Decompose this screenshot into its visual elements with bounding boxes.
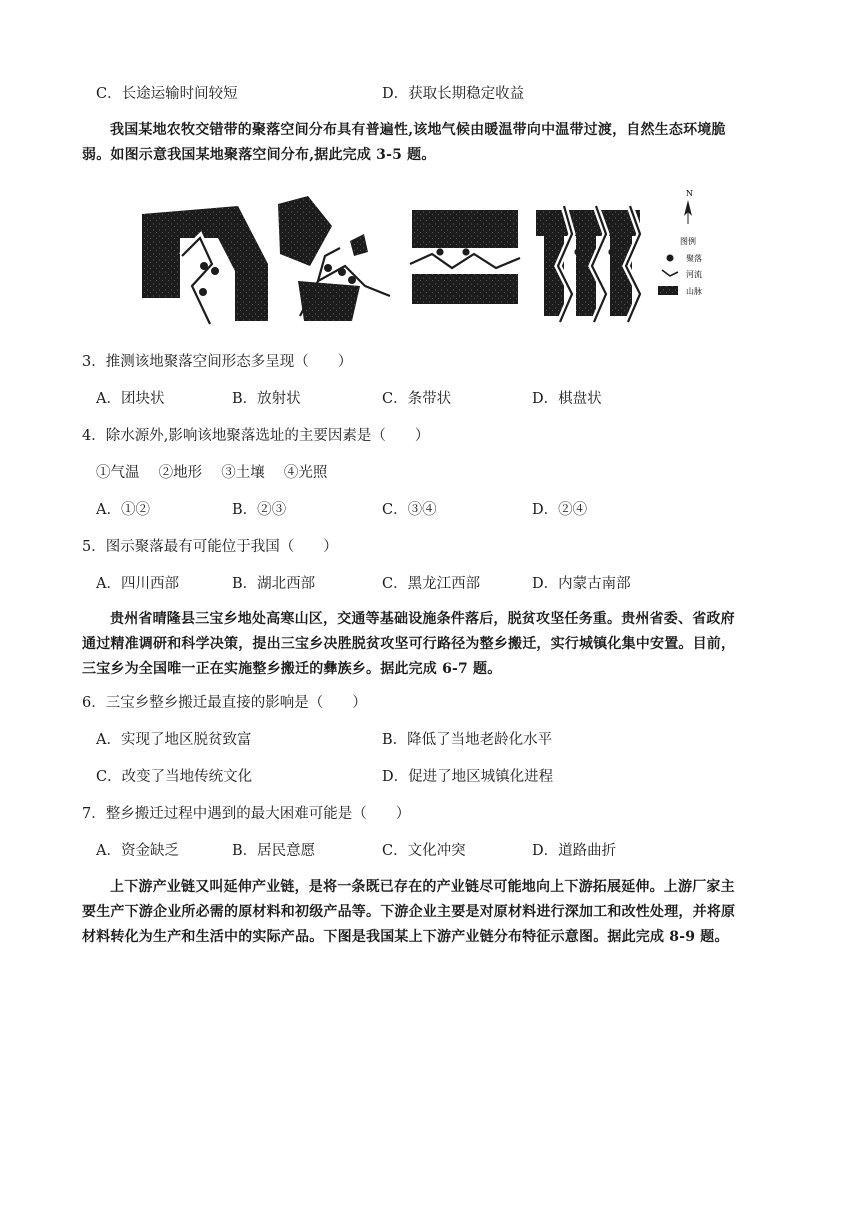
settlement-dot	[462, 248, 469, 255]
passage-sanbao-line1: 贵州省晴隆县三宝乡地处高寒山区，交通等基础设施条件落后，脱贫攻坚任务重。贵州省委、省政府	[110, 611, 735, 627]
settlement-dot	[436, 248, 443, 255]
legend-title: 图例	[680, 237, 696, 246]
q4-option-d: D．②④	[532, 502, 588, 518]
q7-stem: 7．整乡搬迁过程中遇到的最大困难可能是（ ）	[82, 806, 411, 822]
q7-option-d: D．道路曲折	[532, 843, 617, 859]
settlement-dot	[200, 262, 208, 270]
settlement-dot	[348, 276, 356, 284]
river-line	[410, 254, 520, 268]
settlement-dot	[338, 268, 346, 276]
passage-industry-chain-line2: 要生产下游企业所必需的原材料和初级产品等。下游企业主要是对原材料进行深加工和改性处理，并将原	[82, 904, 736, 920]
settlement-map-svg	[140, 186, 730, 331]
q6-option-a: A．实现了地区脱贫致富	[96, 732, 252, 748]
q5-option-a: A．四川西部	[96, 576, 179, 592]
q7-option-b: B．居民意愿	[232, 843, 316, 859]
mountain-shape	[278, 196, 332, 266]
q3-option-a: A．团块状	[96, 391, 165, 407]
settlement-map-figure	[140, 186, 730, 331]
panel-4	[536, 206, 640, 322]
mountain-shape	[536, 210, 640, 236]
legend-river-icon	[662, 270, 678, 276]
passage-sanbao	[82, 607, 782, 682]
passage-industry-chain	[82, 875, 782, 950]
q3-option-d: D．棋盘状	[532, 391, 602, 407]
q7-option-c: C．文化冲突	[382, 843, 466, 859]
mountain-shape	[412, 210, 518, 248]
q4-stem: 4．除水源外,影响该地聚落选址的主要因素是（ ）	[82, 428, 430, 444]
mountain-shape	[412, 274, 518, 304]
q5-option-c: C．黑龙江西部	[382, 576, 481, 592]
passage-sanbao-line2: 通过精准调研和科学决策，提出三宝乡决胜脱贫攻坚可行路径为整乡搬迁，实行城镇化集中安置。目前，	[82, 636, 736, 652]
q4-option-c: C．③④	[382, 502, 437, 518]
q2-option-d: D．获取长期稳定收益	[382, 86, 525, 102]
passage-settlement-line1: 我国某地农牧交错带的聚落空间分布具有普遍性,该地气候由暖温带向中温带过渡，自然生态环境脆	[110, 122, 726, 138]
q6-option-d: D．促进了地区城镇化进程	[382, 769, 554, 785]
settlement-dot	[574, 248, 581, 255]
passage-settlement-line2: 弱。如图示意我国某地聚落空间分布,据此完成 3-5 题。	[82, 147, 436, 163]
settlement-dot	[211, 267, 219, 275]
passage-industry-chain-line3: 材料转化为生产和生活中的实际产品。下图是我国某上下游产业链分布特征示意图。据此完成 8-9 题。	[82, 929, 729, 945]
passage-sanbao-line3: 三宝乡为全国唯一正在实施整乡搬迁的彝族乡。据此完成 6-7 题。	[82, 661, 502, 677]
passage-industry-chain-line1: 上下游产业链又叫延伸产业链，是将一条既已存在的产业链尽可能地向上下游拓展延伸。上游厂家主	[110, 879, 735, 895]
panel-1	[142, 206, 268, 324]
passage-settlement	[82, 118, 782, 168]
q5-option-b: B．湖北西部	[232, 576, 316, 592]
north-label: N	[686, 189, 693, 198]
legend-settlement-label: 聚落	[686, 254, 702, 263]
panel-3	[410, 210, 520, 304]
q7-option-a: A．资金缺乏	[96, 843, 179, 859]
settlement-dot	[324, 264, 332, 272]
settlement-dot	[576, 264, 583, 271]
panel-2	[278, 196, 390, 321]
settlement-dot	[199, 288, 207, 296]
q6-stem: 6．三宝乡整乡搬迁最直接的影响是（ ）	[82, 695, 367, 711]
legend-river-label: 河流	[686, 270, 702, 279]
settlement-dot	[610, 264, 617, 271]
q6-option-b: B．降低了当地老龄化水平	[382, 732, 553, 748]
q3-option-b: B．放射状	[232, 391, 301, 407]
q4-option-b: B．②③	[232, 502, 287, 518]
q4-items: ①气温 ②地形 ③土壤 ④光照	[96, 465, 328, 481]
mountain-shape	[576, 236, 596, 316]
legend-mountain-icon	[658, 286, 678, 295]
north-arrow-icon	[684, 200, 692, 224]
q2-option-c: C．长途运输时间较短	[96, 86, 238, 102]
q5-stem: 5．图示聚落最有可能位于我国（ ）	[82, 539, 338, 555]
q3-option-c: C．条带状	[382, 391, 452, 407]
q4-option-a: A．①②	[96, 502, 150, 518]
legend-mountain-label: 山脉	[686, 287, 702, 296]
q5-option-d: D．内蒙古南部	[532, 576, 631, 592]
mountain-shape	[350, 234, 368, 256]
settlement-dot	[608, 248, 615, 255]
q6-option-c: C．改变了当地传统文化	[96, 769, 253, 785]
legend-settlement-icon	[667, 255, 674, 262]
q3-stem: 3．推测该地聚落空间形态多呈现（ ）	[82, 354, 353, 370]
